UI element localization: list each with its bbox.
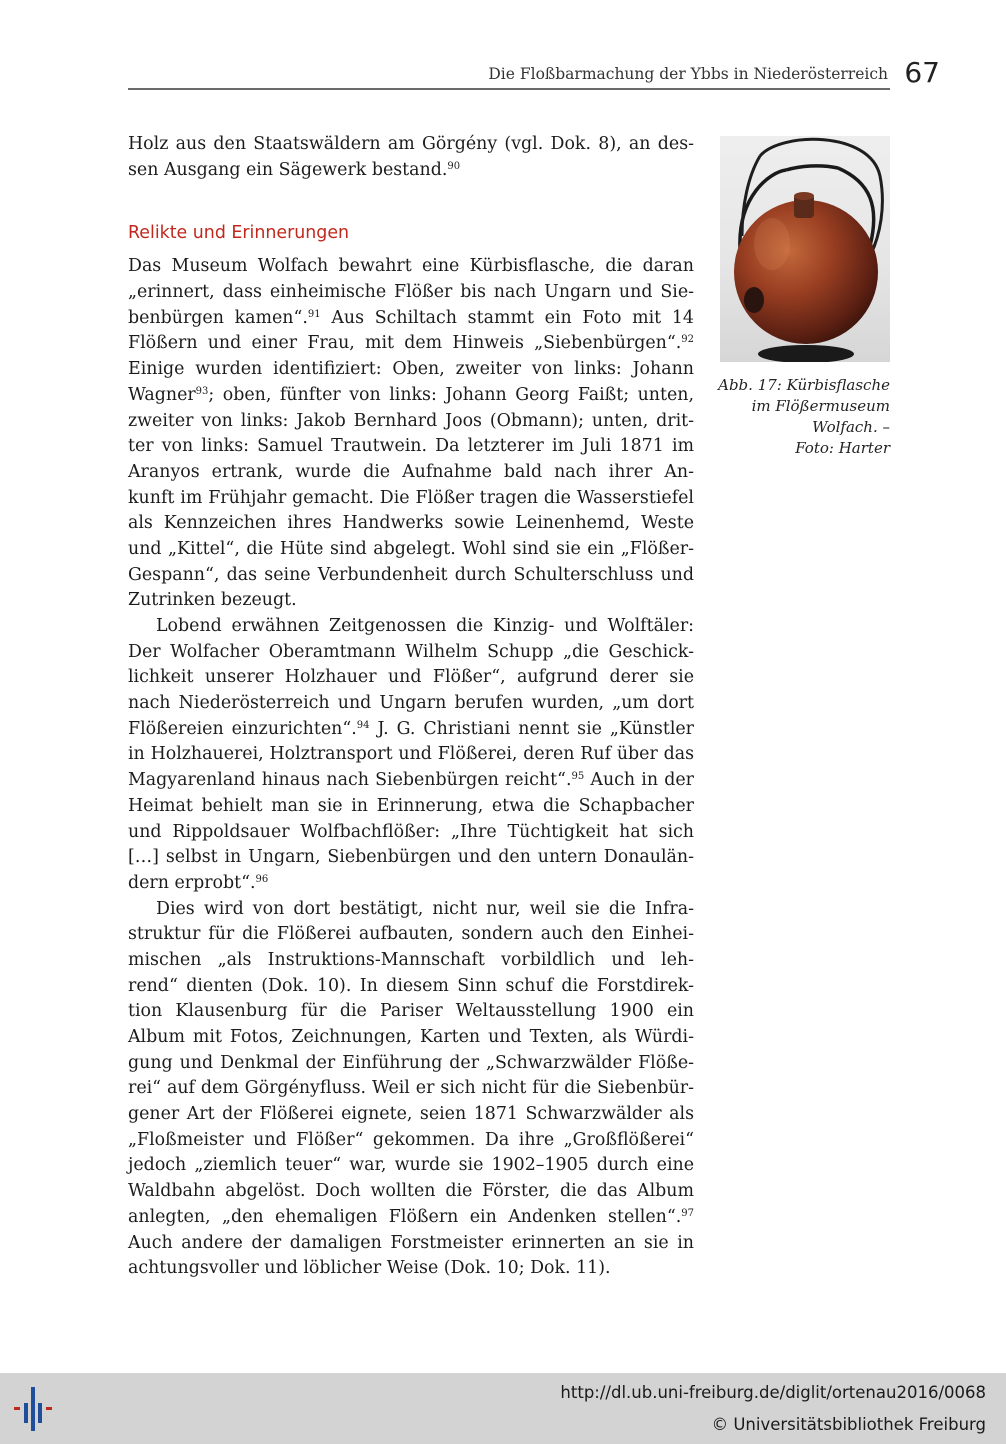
- text-line: [128, 306, 694, 332]
- text-run: Flößern und einer Frau, mit dem Hinweis „Siebenbürgen“.: [128, 333, 682, 354]
- text-run: […] selbst in Ungarn, Siebenbürgen und den untern Donaulän-: [128, 847, 694, 868]
- text-run: Der Wolfacher Oberamtmann Wilhelm Schupp „die Geschick-: [128, 641, 694, 662]
- text-run: Aranyos ertrank, wurde die Aufnahme bald nach ihrer An-: [128, 461, 694, 482]
- text-run: tion Klausenburg für die Pariser Weltausstellung 1900 ein: [128, 1001, 694, 1022]
- page-number: 67: [904, 56, 940, 89]
- text-run: „erinnert, dass einheimische Flößer bis nach Ungarn und Sie-: [128, 282, 694, 303]
- text-line: [128, 563, 694, 589]
- text-run: nach Niederösterreich und Ungarn berufen wurden, „um dort: [128, 693, 694, 714]
- text-line: [128, 588, 694, 614]
- text-line: [128, 922, 694, 948]
- text-run: Gespann“, das seine Verbundenheit durch Schulterschluss und: [128, 564, 694, 585]
- footnote-marker: 97: [681, 1207, 694, 1219]
- text-run: sen Ausgang ein Sägewerk bestand.: [128, 159, 448, 180]
- text-run: gung und Denkmal der Einführung der „Schwarzwälder Flöße-: [128, 1052, 694, 1073]
- gourd-bottle-photo: [720, 136, 890, 362]
- text-line: [128, 871, 694, 897]
- text-run: Das Museum Wolfach bewahrt eine Kürbisflasche, die daran: [128, 256, 694, 277]
- text-run: Dies wird von dort bestätigt, nicht nur, weil sie die Infra-: [156, 898, 694, 919]
- text-run: Heimat behielt man sie in Erinnerung, etwa die Schapbacher: [128, 795, 694, 816]
- text-line: [128, 768, 694, 794]
- text-line: [128, 1205, 694, 1231]
- text-line: [128, 897, 694, 923]
- caption-line: im Flößermuseum: [751, 397, 890, 415]
- text-run: „Floßmeister und Flößer“ gekommen. Da ihre „Großflößerei“: [128, 1129, 694, 1150]
- text-run: Einige wurden identifiziert: Oben, zweiter von links: Johann: [128, 359, 694, 380]
- text-run: struktur für die Flößerei aufbauten, sondern auch den Einhei-: [128, 924, 694, 945]
- library-logo-icon: [14, 1383, 66, 1435]
- text-run: und „Kittel“, die Hüte sind abgelegt. Wohl sind sie ein „Flößer-: [128, 538, 694, 559]
- text-line: [128, 1128, 694, 1154]
- caption-line: Abb. 17: Kürbisflasche: [718, 376, 890, 394]
- text-run: Zutrinken bezeugt.: [128, 590, 297, 611]
- text-line: [128, 845, 694, 871]
- text-line: [128, 158, 694, 184]
- text-line: [128, 1102, 694, 1128]
- gourd-bottle-image: [720, 136, 890, 362]
- text-run: und Rippoldsauer Wolfbachflößer: „Ihre Tüchtigkeit hat sich: [128, 821, 694, 842]
- caption-line: Foto: Harter: [795, 439, 890, 457]
- footnote-marker: 94: [356, 719, 370, 731]
- text-run: kunft im Frühjahr gemacht. Die Flößer tragen die Wasserstiefel: [128, 487, 694, 508]
- text-line: [128, 280, 694, 306]
- text-line: [128, 691, 694, 717]
- text-run: rend“ dienten (Dok. 10). In diesem Sinn schuf die Forstdirek-: [128, 975, 694, 996]
- text-run: rei“ auf dem Görgényfluss. Weil er sich nicht für die Siebenbür-: [128, 1078, 694, 1099]
- figure-caption: [700, 375, 890, 459]
- header-rule: [128, 88, 890, 90]
- text-run: ; oben, fünfter von links: Johann Georg Faißt; unten,: [208, 384, 694, 405]
- text-run: Wagner: [128, 384, 196, 405]
- section-heading: Relikte und Erinnerungen: [128, 223, 350, 244]
- body-paragraph: [128, 254, 694, 614]
- text-run: dern erprobt“.: [128, 872, 256, 893]
- text-line: [128, 1025, 694, 1051]
- text-line: [128, 640, 694, 666]
- text-line: [128, 254, 694, 280]
- text-run: achtungsvoller und löblicher Weise (Dok. 10; Dok. 11).: [128, 1258, 611, 1279]
- text-line: [128, 999, 694, 1025]
- text-line: [128, 383, 694, 409]
- text-run: Auch in der: [584, 770, 694, 791]
- text-line: [128, 820, 694, 846]
- text-line: [128, 614, 694, 640]
- text-line: [128, 331, 694, 357]
- text-line: [128, 1076, 694, 1102]
- text-line: [128, 511, 694, 537]
- footnote-marker: 93: [195, 385, 209, 397]
- intro-paragraph: [128, 132, 694, 183]
- text-run: als Kennzeichen ihres Handwerks sowie Leinenhemd, Weste: [128, 513, 694, 534]
- text-line: [128, 1231, 694, 1257]
- text-line: [128, 948, 694, 974]
- text-line: [128, 132, 694, 158]
- copyright-text: © Universitätsbibliothek Freiburg: [711, 1415, 986, 1434]
- text-run: jedoch „ziemlich teuer“ war, wurde sie 1902–1905 durch eine: [128, 1155, 694, 1176]
- text-line: [128, 794, 694, 820]
- text-run: anlegten, „den ehemaligen Flößern ein Andenken stellen“.: [128, 1206, 682, 1227]
- text-run: Waldbahn abgelöst. Doch wollten die Förster, die das Album: [128, 1181, 694, 1202]
- text-line: [128, 742, 694, 768]
- text-line: [128, 357, 694, 383]
- text-line: [128, 974, 694, 1000]
- text-run: Auch andere der damaligen Forstmeister erinnerten an sie in: [128, 1232, 694, 1253]
- footnote-marker: 92: [681, 334, 694, 346]
- footnote-marker: 90: [447, 160, 461, 172]
- text-run: Album mit Fotos, Zeichnungen, Karten und Texten, als Würdi-: [128, 1027, 694, 1047]
- text-run: Aus Schiltach stammt ein Foto mit 14: [320, 307, 694, 328]
- running-title: Die Floßbarmachung der Ybbs in Niederösterreich: [488, 65, 888, 83]
- text-run: mischen „als Instruktions-Mannschaft vorbildlich und leh-: [128, 949, 694, 970]
- text-run: Flößereien einzurichten“.: [128, 718, 357, 739]
- body-paragraph: [128, 897, 694, 1282]
- text-run: Lobend erwähnen Zeitgenossen die Kinzig- und Wolftäler:: [156, 616, 694, 636]
- footnote-marker: 95: [571, 771, 585, 783]
- main-text-column: [128, 132, 694, 1282]
- text-line: [128, 434, 694, 460]
- text-run: Magyarenland hinaus nach Siebenbürgen reicht“.: [128, 770, 572, 791]
- caption-line: Wolfach. –: [812, 418, 890, 436]
- text-run: J. G. Christiani nennt sie „Künstler: [369, 718, 694, 739]
- text-run: in Holzhauerei, Holztransport und Flößerei, deren Ruf über das: [128, 744, 694, 765]
- text-run: lichkeit unserer Holzhauer und Flößer“, aufgrund derer sie: [128, 667, 694, 688]
- footer-bar: [0, 1373, 1006, 1444]
- text-line: [128, 460, 694, 486]
- text-run: Holz aus den Staatswäldern am Görgény (vgl. Dok. 8), an des-: [128, 134, 694, 154]
- text-line: [128, 409, 694, 435]
- text-run: gener Art der Flößerei eignete, seien 1871 Schwarzwälder als: [128, 1104, 694, 1125]
- text-run: zweiter von links: Jakob Bernhard Joos (Obmann); unten, drit-: [128, 410, 694, 431]
- text-line: [128, 665, 694, 691]
- text-run: benbürgen kamen“.: [128, 307, 308, 328]
- text-line: [128, 537, 694, 563]
- text-line: [128, 1256, 694, 1282]
- text-line: [128, 717, 694, 743]
- footnote-marker: 96: [255, 873, 269, 885]
- body-paragraph: [128, 614, 694, 897]
- text-line: [128, 486, 694, 512]
- text-run: ter von links: Samuel Trautwein. Da letzterer im Juli 1871 im: [128, 436, 694, 457]
- source-url-link[interactable]: http://dl.ub.uni-freiburg.de/diglit/ortenau2016/0068: [560, 1383, 986, 1402]
- running-header: [128, 56, 940, 100]
- footnote-marker: 91: [307, 308, 321, 320]
- text-line: [128, 1051, 694, 1077]
- text-line: [128, 1153, 694, 1179]
- text-line: [128, 1179, 694, 1205]
